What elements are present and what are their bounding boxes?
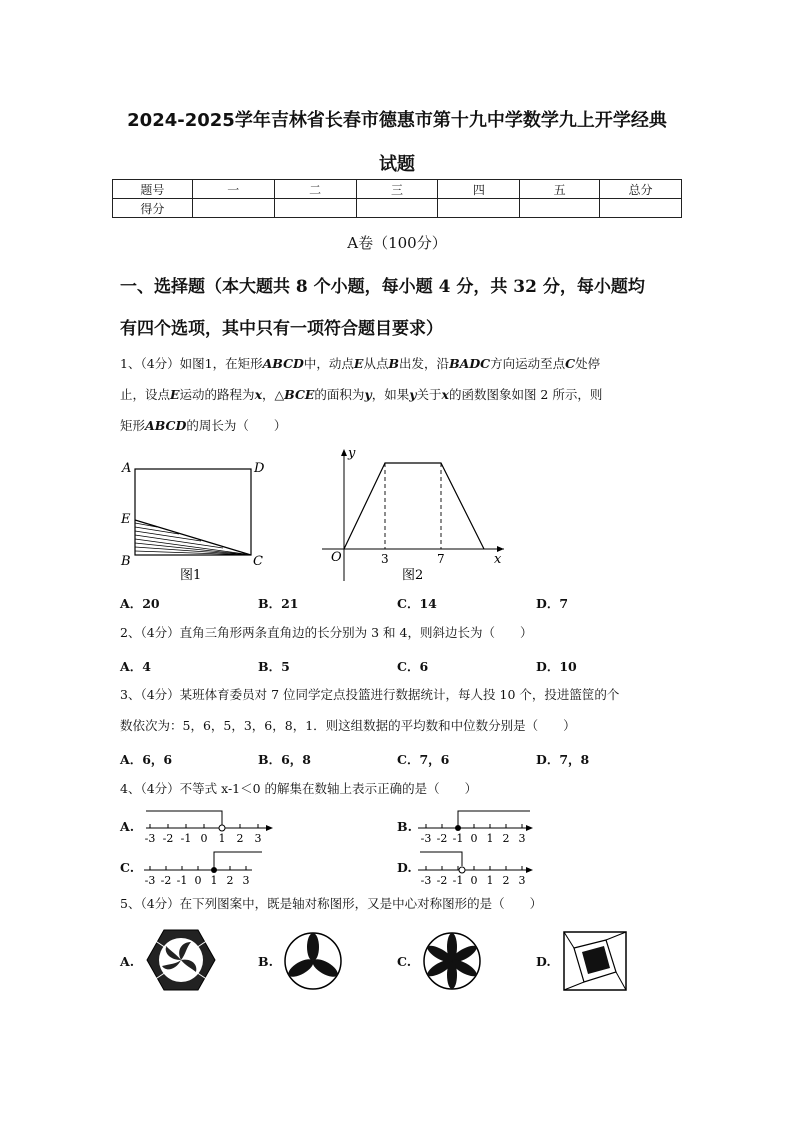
q2-option-b[interactable]: B．5 xyxy=(258,659,290,674)
q4-option-a-letter[interactable]: A. xyxy=(120,819,135,834)
q5-option-c-letter[interactable]: C. xyxy=(397,954,412,969)
q5-option-b-letter[interactable]: B. xyxy=(258,954,273,969)
q2-option-d[interactable]: D．10 xyxy=(536,659,577,674)
q1-var: ABCD xyxy=(262,356,304,371)
q1-text: ，如果 xyxy=(371,387,410,402)
q4-option-b-letter[interactable]: B. xyxy=(397,819,412,834)
q2-option-c[interactable]: C．6 xyxy=(397,659,429,674)
x-axis-label: x xyxy=(494,552,502,567)
q3-option-b[interactable]: B．6，8 xyxy=(258,752,311,767)
tick-label: 1 xyxy=(486,874,494,887)
figure-1-rectangle xyxy=(112,455,272,585)
q2-option-a[interactable]: A．4 xyxy=(120,659,151,674)
q1-var: ABCD xyxy=(145,418,187,433)
q1-text: 运动的路程为 xyxy=(179,387,255,402)
q4-option-c-letter[interactable]: C. xyxy=(120,860,135,875)
q1-var: y xyxy=(364,387,372,402)
tick-label: -3 xyxy=(420,874,432,887)
q1-text: 的面积为 xyxy=(314,387,365,402)
figure-2-graph xyxy=(312,443,512,585)
score-table-score-row xyxy=(113,199,682,218)
q1-text: 止，设点 xyxy=(120,387,171,402)
label-b: B xyxy=(121,554,131,569)
score-cell xyxy=(600,199,682,218)
question-1-line3 xyxy=(120,411,680,441)
tick-label: 2 xyxy=(226,874,234,887)
q5-option-a-hexagon-pattern[interactable] xyxy=(146,928,216,992)
q1-text: 处停 xyxy=(575,356,601,371)
tick-label: 2 xyxy=(236,832,244,845)
section-heading-line2: 有四个选项，其中只有一项符合题目要求） xyxy=(120,319,443,339)
score-table xyxy=(112,179,682,218)
y-axis-label: y xyxy=(348,446,356,461)
tick-label: -2 xyxy=(436,832,448,845)
q1-option-b[interactable]: B．21 xyxy=(258,596,299,611)
q1-var: x xyxy=(441,387,449,402)
label-c: C xyxy=(253,554,263,569)
question-4-text: 4、（4分）不等式 x-1＜0 的解集在数轴上表示正确的是（ ） xyxy=(120,781,478,796)
q1-var: x xyxy=(254,387,263,402)
q1-text: 中，动点 xyxy=(303,356,354,371)
question-2-text: 2、（4分）直角三角形两条直角边的长分别为 3 和 4，则斜边长为（ ） xyxy=(120,625,533,640)
q5-option-d-square-pattern[interactable] xyxy=(562,930,628,992)
label-d: D xyxy=(254,461,265,476)
rectangle-abcd xyxy=(135,469,251,555)
q5-option-b-three-petal[interactable] xyxy=(282,930,344,992)
q4-number-line-c[interactable] xyxy=(140,846,270,888)
tick-label: -1 xyxy=(180,832,192,845)
q1-option-a[interactable]: A．20 xyxy=(120,596,160,611)
tick-label: -2 xyxy=(162,832,174,845)
tick-label: 2 xyxy=(502,832,510,845)
question-1-line1 xyxy=(120,349,680,379)
q4-number-line-d[interactable] xyxy=(416,846,541,888)
function-graph-line xyxy=(344,463,484,549)
label-e: E xyxy=(121,512,131,527)
question-3-line2: 数依次为：5，6，5，3，6，8，1．则这组数据的平均数和中位数分别是（ ） xyxy=(120,718,576,733)
q5-option-a-letter[interactable]: A. xyxy=(120,954,135,969)
score-header-cell: 一 xyxy=(192,180,274,199)
q4-option-d-letter[interactable]: D. xyxy=(397,860,412,875)
question-5-text: 5、（4分）在下列图案中，既是轴对称图形，又是中心对称图形的是（ ） xyxy=(120,896,543,911)
score-cell xyxy=(520,199,600,218)
tick-label: -3 xyxy=(420,832,432,845)
question-3-line1: 3、（4分）某班体育委员对 7 位同学定点投篮进行数据统计，每人投 10 个，投进篮筐的个 xyxy=(120,687,620,702)
score-header-cell: 总分 xyxy=(600,180,682,199)
score-header-cell: 四 xyxy=(438,180,520,199)
tick-label: -1 xyxy=(176,874,188,887)
score-table-header-row xyxy=(113,180,682,199)
q1-text: 的函数图象如图 2 所示，则 xyxy=(448,387,603,402)
tick-label-7: 7 xyxy=(437,552,445,566)
tick-label: -1 xyxy=(452,874,464,887)
q1-text: 矩形 xyxy=(120,418,146,433)
q1-text: 出发，沿 xyxy=(399,356,450,371)
tick-label: 0 xyxy=(200,832,208,845)
score-row-label: 得分 xyxy=(113,199,193,218)
q1-text: 方向运动至点 xyxy=(490,356,566,371)
q1-option-c[interactable]: C．14 xyxy=(397,596,437,611)
tick-label: 2 xyxy=(502,874,510,887)
q3-option-d[interactable]: D．7，8 xyxy=(536,752,590,767)
tick-label: -1 xyxy=(452,832,464,845)
tick-label: -2 xyxy=(436,874,448,887)
score-cell xyxy=(438,199,520,218)
section-heading-line1: 一、选择题（本大题共 8 个小题，每小题 4 分，共 32 分，每小题均 xyxy=(120,277,645,297)
volume-label: A卷（100分） xyxy=(347,234,447,252)
tick-label: 1 xyxy=(218,832,226,845)
tick-label: 0 xyxy=(194,874,202,887)
score-cell xyxy=(274,199,356,218)
tick-label: 3 xyxy=(254,832,262,845)
q1-option-d[interactable]: D．7 xyxy=(536,596,569,611)
q1-var: E xyxy=(170,387,180,402)
tick-label: 3 xyxy=(518,832,526,845)
q5-option-c-six-petal[interactable] xyxy=(421,930,483,992)
shaded-triangle-bce xyxy=(135,520,251,555)
tick-label: -2 xyxy=(160,874,172,887)
tick-label: 0 xyxy=(470,832,478,845)
q1-text: 关于 xyxy=(416,387,442,402)
q1-var: E xyxy=(353,356,364,371)
y-axis-arrow xyxy=(341,449,347,456)
tick-label: 1 xyxy=(486,832,494,845)
q3-option-a[interactable]: A．6，6 xyxy=(120,752,173,767)
q1-text: ， xyxy=(262,387,275,402)
figure-2-caption: 图2 xyxy=(402,568,424,583)
score-header-cell: 五 xyxy=(520,180,600,199)
question-1-line2 xyxy=(120,380,680,410)
tick-label: 1 xyxy=(210,874,218,887)
q1-var: C xyxy=(565,356,576,371)
tick-label: 3 xyxy=(518,874,526,887)
q4-number-line-b[interactable] xyxy=(416,806,541,846)
q5-option-d-letter[interactable]: D. xyxy=(536,954,551,969)
document-title-line1: 2024-2025学年吉林省长春市德惠市第十九中学数学九上开学经典 xyxy=(127,110,667,131)
score-header-cell: 二 xyxy=(274,180,356,199)
q1-var: △BCE xyxy=(274,387,315,402)
label-a: A xyxy=(122,461,132,476)
tick-label-3: 3 xyxy=(381,552,389,566)
q1-var: y xyxy=(409,387,417,402)
tick-label: -3 xyxy=(144,874,156,887)
score-cell xyxy=(356,199,438,218)
q1-var: BADC xyxy=(449,356,491,371)
score-header-cell: 三 xyxy=(356,180,438,199)
q4-number-line-a[interactable] xyxy=(140,806,280,846)
tick-label: 0 xyxy=(470,874,478,887)
q3-option-c[interactable]: C．7，6 xyxy=(397,752,450,767)
origin-label: O xyxy=(331,550,342,565)
document-title-line2: 试题 xyxy=(379,154,415,175)
tick-label: 3 xyxy=(242,874,250,887)
score-header-cell: 题号 xyxy=(113,180,193,199)
tick-label: -3 xyxy=(144,832,156,845)
figure-1-caption: 图1 xyxy=(180,568,202,583)
q1-var: B xyxy=(388,356,400,371)
q1-text: 的周长为（ ） xyxy=(186,418,287,433)
score-cell xyxy=(192,199,274,218)
q1-text: 从点 xyxy=(363,356,389,371)
q1-text: 1、（4分）如图1，在矩形 xyxy=(120,356,263,371)
